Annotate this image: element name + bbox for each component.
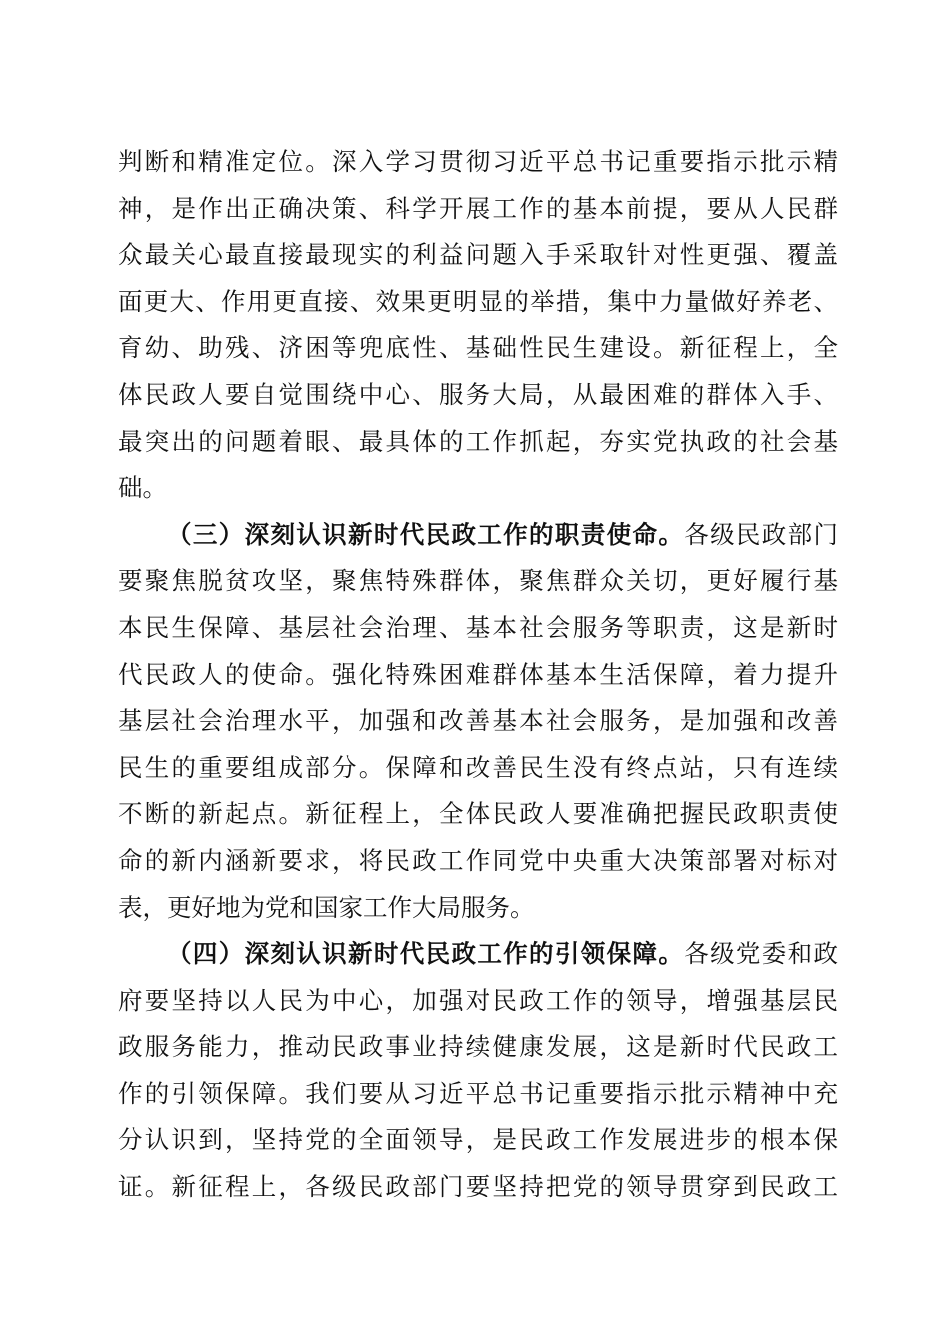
section-first-line-text: 各级党委和政 — [684, 939, 839, 969]
section-three-paragraph — [118, 512, 838, 931]
section-first-line — [118, 931, 838, 978]
section-three-heading: （三）深刻认识新时代民政工作的职责使命。 — [167, 519, 685, 549]
section-four-paragraph — [118, 931, 838, 1211]
text-line: 神，是作出正确决策、科学开展工作的基本前提，要从人民群 — [118, 193, 838, 223]
text-line: 命的新内涵新要求，将民政工作同党中央重大决策部署对标对 — [118, 845, 838, 875]
text-line: 作的引领保障。我们要从习近平总书记重要指示批示精神中充 — [118, 1078, 838, 1108]
text-line: 不断的新起点。新征程上，全体民政人要准确把握民政职责使 — [118, 799, 838, 829]
text-line: 众最关心最直接最现实的利益问题入手采取针对性更强、覆盖 — [118, 240, 838, 270]
section-first-line-text: 各级民政部门 — [684, 519, 839, 549]
text-line: 体民政人要自觉围绕中心、服务大局，从最困难的群体入手、 — [118, 379, 838, 409]
section-first-line — [118, 512, 838, 559]
text-line: 政服务能力，推动民政事业持续健康发展，这是新时代民政工 — [118, 1032, 838, 1062]
text-line: 表，更好地为党和国家工作大局服务。 — [118, 892, 535, 922]
text-line: 础。 — [118, 473, 167, 503]
text-line: 面更大、作用更直接、效果更明显的举措，集中力量做好养老、 — [118, 286, 838, 316]
document-body — [118, 139, 838, 1211]
text-line: 判断和精准定位。深入学习贯彻习近平总书记重要指示批示精 — [118, 147, 838, 176]
text-line: 民生的重要组成部分。保障和改善民生没有终点站，只有连续 — [118, 752, 838, 782]
text-line: 要聚焦脱贫攻坚，聚焦特殊群体，聚焦群众关切，更好履行基 — [118, 566, 838, 596]
section-four-heading: （四）深刻认识新时代民政工作的引领保障。 — [167, 939, 685, 969]
text-line: 分认识到，坚持党的全面领导，是民政工作发展进步的根本保 — [118, 1125, 838, 1155]
text-line: 府要坚持以人民为中心，加强对民政工作的领导，增强基层民 — [118, 985, 838, 1015]
text-line: 基层社会治理水平，加强和改善基本社会服务，是加强和改善 — [118, 706, 838, 736]
text-line: 证。新征程上，各级民政部门要坚持把党的领导贯穿到民政工 — [118, 1172, 838, 1202]
text-line: 本民生保障、基层社会治理、基本社会服务等职责，这是新时 — [118, 612, 838, 642]
text-line: 代民政人的使命。强化特殊困难群体基本生活保障，着力提升 — [118, 659, 838, 689]
text-line: 最突出的问题着眼、最具体的工作抓起，夯实党执政的社会基 — [118, 426, 838, 456]
text-line: 育幼、助残、济困等兜底性、基础性民生建设。新征程上，全 — [118, 333, 838, 363]
paragraph-continuation — [118, 139, 838, 512]
